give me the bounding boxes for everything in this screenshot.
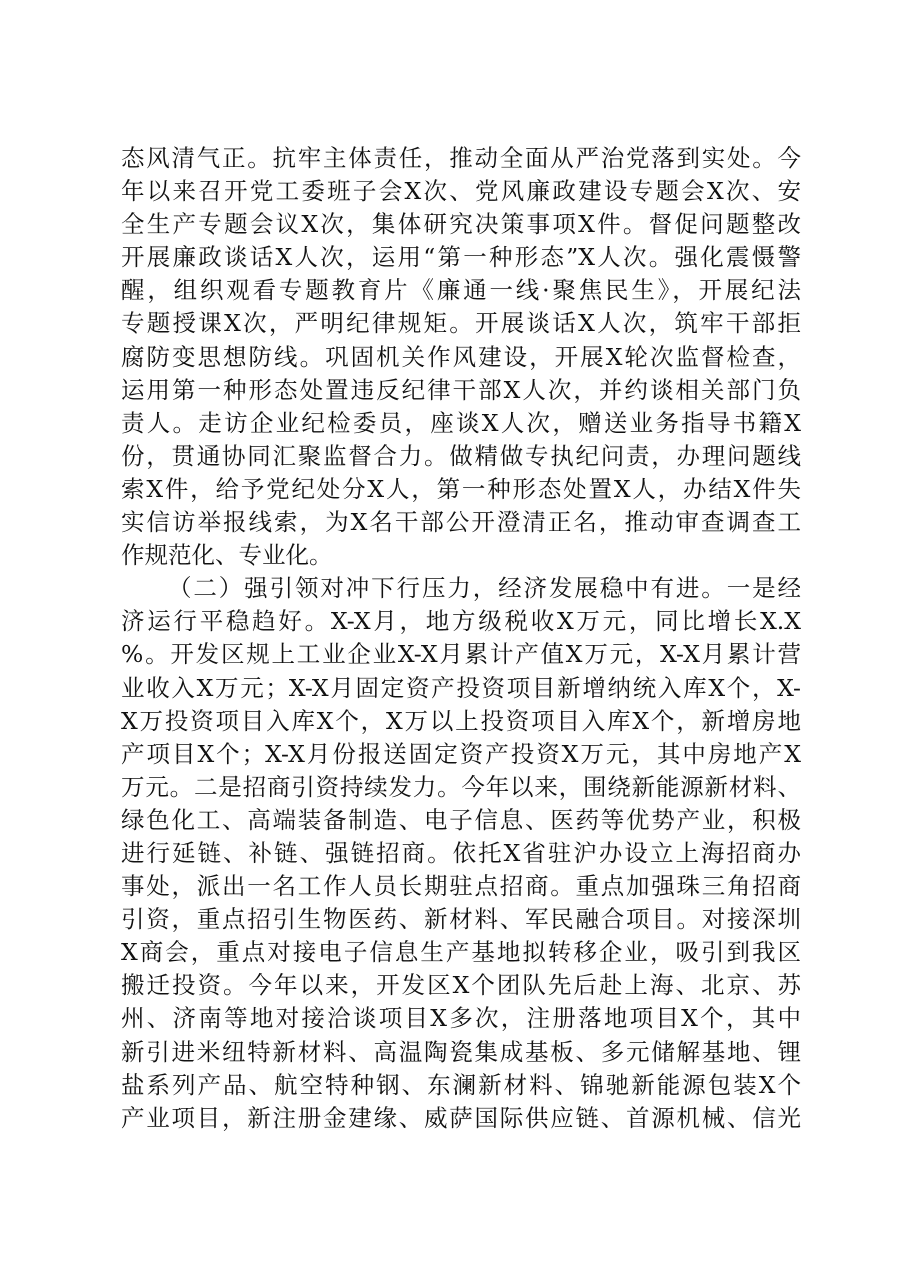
text-line: 运用第一种形态处置违反纪律干部X人次，并约谈相关部门负	[121, 375, 801, 404]
text-line: 实信访举报线索，为X名干部公开澄清正名，推动审查调查工	[121, 508, 801, 537]
text-line: 责人。走访企业纪检委员，座谈X人次，赠送业务指导书籍X	[121, 408, 801, 437]
text-line: 业收入X万元；X-X月固定资产投资项目新增纳统入库X个，X-	[121, 673, 801, 702]
text-line: 年以来召开党工委班子会X次、党风廉政建设专题会X次、安	[121, 177, 801, 206]
text-line: 醒，组织观看专题教育片《廉通一线·聚焦民生》，开展纪法	[121, 276, 801, 305]
body-text	[121, 142, 801, 1135]
paragraph-end-line: 作规范化、专业化。	[121, 541, 333, 570]
text-line: X商会，重点对接电子信息生产基地拟转移企业，吸引到我区	[121, 938, 801, 967]
text-line: 新引进米纽特新材料、高温陶瓷集成基板、多元储解基地、锂	[121, 1037, 801, 1066]
text-line: 开展廉政谈话X人次，运用“第一种形态”X人次。强化震慑警	[121, 243, 801, 272]
text-line: 态风清气正。抗牢主体责任，推动全面从严治党落到实处。今	[121, 144, 801, 172]
text-line: 专题授课X次，严明纪律规矩。开展谈话X人次，筑牢干部拒	[121, 309, 801, 338]
text-line: 份，贯通协同汇聚监督合力。做精做专执纪问责，办理问题线	[121, 441, 801, 470]
text-line: 进行延链、补链、强链招商。依托X省驻沪办设立上海招商办	[121, 838, 801, 867]
text-line: 索X件，给予党纪处分X人，第一种形态处置X人，办结X件失	[121, 474, 801, 503]
text-line: 绿色化工、高端装备制造、电子信息、医药等优势产业，积极	[121, 805, 801, 834]
text-line: X万投资项目入库X个，X万以上投资项目入库X个，新增房地	[121, 706, 801, 735]
text-line: 产业项目，新注册金建缘、威萨国际供应链、首源机械、信光	[121, 1103, 801, 1132]
text-line: 腐防变思想防线。巩固机关作风建设，开展X轮次监督检查，	[121, 342, 801, 371]
text-line: 盐系列产品、航空特种钢、东澜新材料、锦驰新能源包装X个	[121, 1070, 801, 1099]
text-line: 事处，派出一名工作人员长期驻点招商。重点加强珠三角招商	[121, 872, 801, 901]
text-line: 引资，重点招引生物医药、新材料、军民融合项目。对接深圳	[121, 905, 801, 934]
section-heading-line: （二）强引领对冲下行压力，经济发展稳中有进。一是经	[168, 574, 801, 603]
text-line: 州、济南等地对接洽谈项目X多次，注册落地项目X个，其中	[121, 1004, 801, 1033]
text-line: 全生产专题会议X次，集体研究决策事项X件。督促问题整改	[121, 210, 801, 239]
text-line: 万元。二是招商引资持续发力。今年以来，围绕新能源新材料、	[121, 772, 801, 801]
text-line: 搬迁投资。今年以来，开发区X个团队先后赴上海、北京、苏	[121, 971, 801, 1000]
text-line: %。开发区规上工业企业X-X月累计产值X万元，X-X月累计营	[121, 640, 801, 669]
text-line: 济运行平稳趋好。X-X月，地方级税收X万元，同比增长X.X	[121, 607, 801, 636]
text-line: 产项目X个；X-X月份报送固定资产投资X万元，其中房地产X	[121, 739, 801, 768]
